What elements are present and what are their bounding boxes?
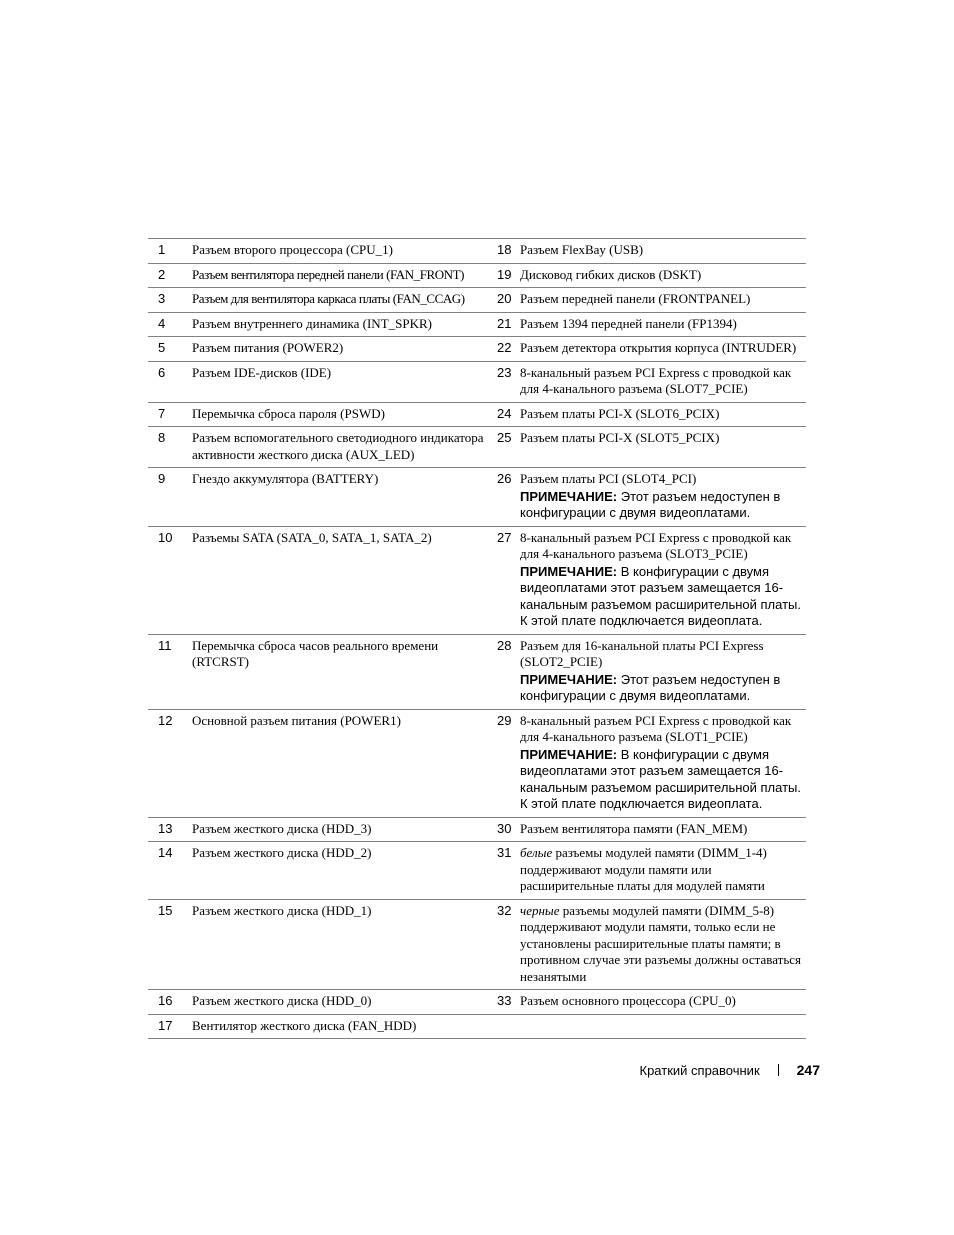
item-description — [520, 263, 806, 288]
item-number: 24 — [487, 402, 520, 427]
item-description-text: Разъем платы PCI-X (SLOT6_PCIX) — [520, 405, 720, 421]
item-description: Разъем второго процессора (CPU_1) — [192, 239, 487, 264]
item-number: 27 — [487, 526, 520, 634]
item-number: 22 — [487, 337, 520, 362]
item-description: Перемычка сброса часов реального времени (RTCRST) — [192, 634, 487, 709]
item-number: 3 — [148, 288, 192, 313]
note-label: ПРИМЕЧАНИЕ: — [520, 746, 618, 762]
item-number: 26 — [487, 468, 520, 527]
footer-section-title: Краткий справочник — [639, 1062, 760, 1078]
table-row — [148, 1014, 806, 1039]
item-description-text: 8-канальный разъем PCI Express с проводкой как для 4-канального разъема (SLOT3_PCIE) — [520, 529, 792, 561]
item-description — [520, 899, 806, 990]
page-footer — [640, 1062, 821, 1078]
item-description — [520, 402, 806, 427]
item-description — [520, 239, 806, 264]
item-description-text: Разъем передней панели (FRONTPANEL) — [520, 291, 751, 306]
connector-table — [148, 238, 806, 1039]
item-number: 25 — [487, 427, 520, 468]
item-description-text — [520, 845, 806, 895]
item-number: 18 — [487, 239, 520, 264]
item-description — [520, 337, 806, 362]
item-number: 32 — [487, 899, 520, 990]
emphasis-text: белые — [520, 845, 553, 860]
note — [520, 489, 806, 522]
item-number: 13 — [148, 817, 192, 842]
note-label: ПРИМЕЧАНИЕ: — [520, 671, 618, 687]
item-number: 1 — [148, 239, 192, 264]
item-number: 12 — [148, 709, 192, 817]
note-text: Этот разъем недоступен в конфигурации с двумя видеоплатами. — [520, 671, 781, 703]
item-number: 20 — [487, 288, 520, 313]
item-number: 28 — [487, 634, 520, 709]
note-text: В конфигурации с двумя видеоплатами этот разъем замещается 16-канальным разъемом расширительной платы. К этой плате подключается видеоплата. — [520, 746, 801, 811]
item-description: Разъем питания (POWER2) — [192, 337, 487, 362]
table-row — [148, 842, 806, 900]
item-description — [520, 990, 806, 1015]
table-row — [148, 402, 806, 427]
description-rest: разъемы модулей памяти (DIMM_1-4) поддерживают модули памяти или расширительные платы для модулей памяти — [520, 845, 767, 893]
item-number: 7 — [148, 402, 192, 427]
table-row — [148, 709, 806, 817]
table-row — [148, 634, 806, 709]
note-text: В конфигурации с двумя видеоплатами этот разъем замещается 16-канальным разъемом расширительной платы. К этой плате подключается видеоплата. — [520, 563, 801, 628]
item-description: Вентилятор жесткого диска (FAN_HDD) — [192, 1014, 487, 1039]
item-description — [520, 709, 806, 817]
item-number: 17 — [148, 1014, 192, 1039]
item-description: Разъемы SATA (SATA_0, SATA_1, SATA_2) — [192, 526, 487, 634]
item-number: 11 — [148, 634, 192, 709]
item-description — [520, 817, 806, 842]
table-row — [148, 899, 806, 990]
item-description: Разъем жесткого диска (HDD_3) — [192, 817, 487, 842]
item-description: Разъем вентилятора передней панели (FAN_FRONT) — [192, 263, 487, 288]
item-number: 2 — [148, 263, 192, 288]
table-row — [148, 337, 806, 362]
item-description-text: Разъем платы PCI (SLOT4_PCI) — [520, 471, 697, 486]
item-description-text: Разъем 1394 передней панели (FP1394) — [520, 315, 737, 331]
item-number: 19 — [487, 263, 520, 288]
item-description-text — [520, 903, 806, 986]
table-row — [148, 468, 806, 527]
item-description-text: Разъем FlexBay (USB) — [520, 242, 644, 257]
description-rest: разъемы модулей памяти (DIMM_5-8) поддерживают модули памяти, только если не установлены расширительные платы памяти; в противном случае эти разъемы должны оставаться незанятыми — [520, 902, 802, 984]
item-description: Разъем IDE-дисков (IDE) — [192, 361, 487, 402]
note-text: Этот разъем недоступен в конфигурации с двумя видеоплатами. — [520, 488, 781, 520]
emphasis-text: черные — [520, 902, 560, 918]
item-description: Гнездо аккумулятора (BATTERY) — [192, 468, 487, 527]
item-number: 8 — [148, 427, 192, 468]
item-number: 4 — [148, 312, 192, 337]
item-description-text: Разъем вентилятора памяти (FAN_MEM) — [520, 820, 748, 836]
item-description — [520, 312, 806, 337]
page-number: 247 — [796, 1062, 820, 1078]
item-description: Разъем вспомогательного светодиодного индикатора активности жесткого диска (AUX_LED) — [192, 427, 487, 468]
item-number: 23 — [487, 361, 520, 402]
item-description — [520, 468, 806, 527]
item-number: 16 — [148, 990, 192, 1015]
item-description — [520, 526, 806, 634]
item-number: 14 — [148, 842, 192, 900]
note — [520, 747, 806, 813]
note — [520, 672, 806, 705]
item-description-text: Разъем для 16-канальной платы PCI Express (SLOT2_PCIE) — [520, 637, 764, 669]
item-description — [520, 1014, 806, 1039]
item-number: 9 — [148, 468, 192, 527]
item-number: 29 — [487, 709, 520, 817]
table-row — [148, 817, 806, 842]
item-description: Перемычка сброса пароля (PSWD) — [192, 402, 487, 427]
table-row — [148, 239, 806, 264]
item-description — [520, 427, 806, 468]
item-description-text: 8-канальный разъем PCI Express с проводкой как для 4-канального разъема (SLOT7_PCIE) — [520, 364, 792, 396]
item-number: 21 — [487, 312, 520, 337]
item-description — [520, 288, 806, 313]
note — [520, 564, 806, 630]
item-description: Разъем для вентилятора каркаса платы (FAN_CCAG) — [192, 288, 487, 313]
item-description: Разъем жесткого диска (HDD_2) — [192, 842, 487, 900]
item-description — [520, 634, 806, 709]
table-row — [148, 288, 806, 313]
item-description-text: Разъем платы PCI-X (SLOT5_PCIX) — [520, 430, 720, 445]
connector-table-body — [148, 239, 806, 1039]
footer-separator — [778, 1064, 779, 1076]
item-description: Разъем жесткого диска (HDD_0) — [192, 990, 487, 1015]
item-number: 30 — [487, 817, 520, 842]
item-description-text: 8-канальный разъем PCI Express с проводкой как для 4-канального разъема (SLOT1_PCIE) — [520, 712, 792, 744]
table-row — [148, 263, 806, 288]
table-row — [148, 427, 806, 468]
item-number: 5 — [148, 337, 192, 362]
item-number: 31 — [487, 842, 520, 900]
table-row — [148, 312, 806, 337]
item-description-text: Разъем детектора открытия корпуса (INTRUDER) — [520, 340, 797, 355]
item-description-text: Разъем основного процессора (CPU_0) — [520, 993, 736, 1008]
table-row — [148, 990, 806, 1015]
item-description — [520, 842, 806, 900]
item-number: 15 — [148, 899, 192, 990]
item-description-text: Дисковод гибких дисков (DSKT) — [520, 266, 702, 282]
item-number — [487, 1014, 520, 1039]
item-number: 6 — [148, 361, 192, 402]
item-description: Разъем внутреннего динамика (INT_SPKR) — [192, 312, 487, 337]
item-description: Основной разъем питания (POWER1) — [192, 709, 487, 817]
item-number: 10 — [148, 526, 192, 634]
item-description: Разъем жесткого диска (HDD_1) — [192, 899, 487, 990]
table-row — [148, 361, 806, 402]
item-number: 33 — [487, 990, 520, 1015]
item-description — [520, 361, 806, 402]
note-label: ПРИМЕЧАНИЕ: — [520, 563, 618, 579]
table-row — [148, 526, 806, 634]
note-label: ПРИМЕЧАНИЕ: — [520, 488, 618, 504]
